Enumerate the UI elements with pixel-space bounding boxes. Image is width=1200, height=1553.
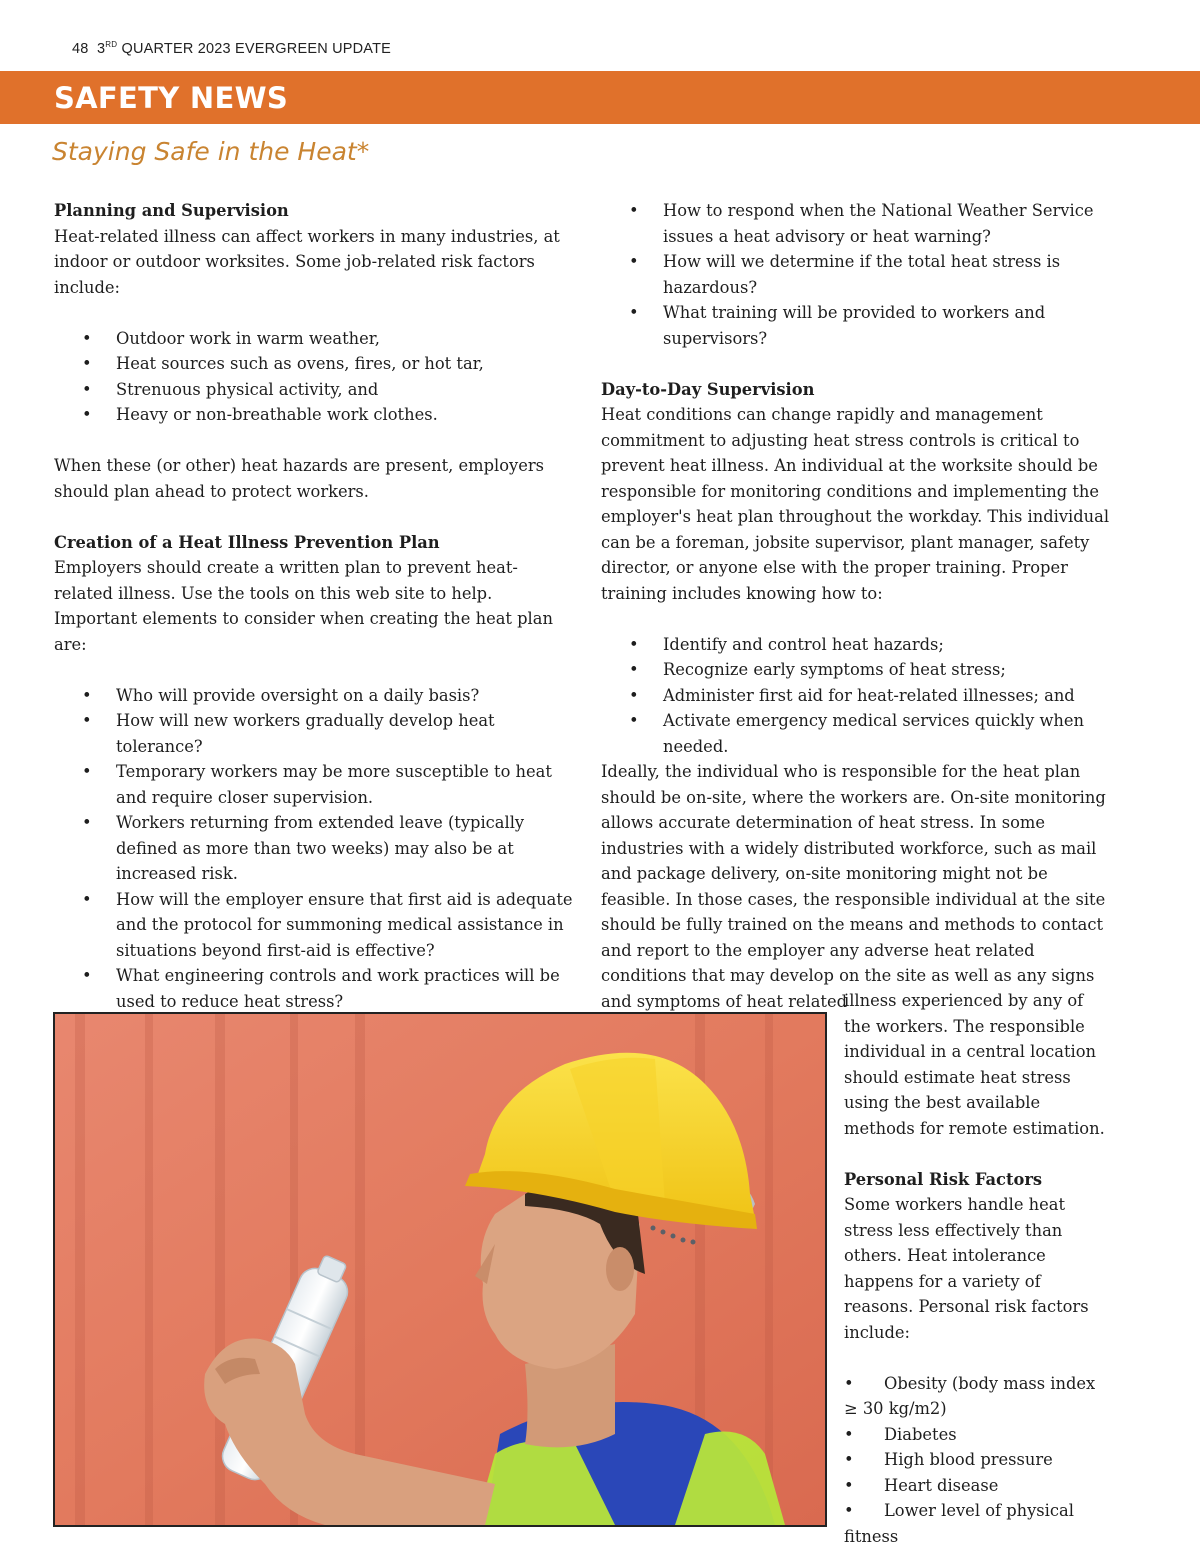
creation-heading: Creation of a Heat Illness Prevention Plan	[54, 532, 440, 552]
list-item: • What engineering controls and work practices will be used to reduce heat stress?	[54, 963, 574, 1014]
quarter-number: 3	[97, 41, 106, 57]
section-banner	[0, 71, 1200, 124]
list-item: • Workers returning from extended leave (typically defined as more than two weeks) may also be at increased risk.	[54, 810, 574, 887]
planning-closing: When these (or other) heat hazards are present, employers should plan ahead to protect workers.	[54, 456, 544, 501]
list-item: • How to respond when the National Weather Service issues a heat advisory or heat warning?	[601, 198, 1111, 249]
personal-risk-list	[844, 1371, 1114, 1550]
list-item: • Heat sources such as ovens, fires, or hot tar,	[54, 351, 574, 377]
list-item: • Activate emergency medical services quickly when needed.	[601, 708, 1111, 759]
right-narrow-column	[844, 988, 1114, 1549]
list-item: • High blood pressure	[844, 1447, 1114, 1473]
job-risk-list	[54, 326, 574, 428]
right-column	[601, 198, 1111, 1014]
training-list	[601, 632, 1111, 760]
list-item: • Heavy or non-breathable work clothes.	[54, 402, 574, 428]
list-item: • Diabetes	[844, 1422, 1114, 1448]
plan-elements-list	[54, 683, 574, 1040]
day-to-day-followup: Ideally, the individual who is responsible for the heat plan should be on-site, where the workers are. On-site monitoring allows accurate determination of heat stress. In some industries with a widely distributed workforce, such as mail and package delivery, on-site monitoring might not be feasible. In those cases, the responsible individual at the site should be fully trained on the means and methods to contact and report to the employer any adverse heat related conditions that may develop on the site as well as any signs and symptoms of heat related	[601, 762, 1106, 1011]
list-item: • Recognize early symptoms of heat stress;	[601, 657, 1111, 683]
list-item: • How will we determine if the total heat stress is hazardous?	[601, 249, 1111, 300]
personal-intro: Some workers handle heat stress less effectively than others. Heat intolerance happens for a variety of reasons. Personal risk factors include:	[844, 1195, 1089, 1342]
list-item: • Heart disease	[844, 1473, 1114, 1499]
planning-intro: Heat-related illness can affect workers in many industries, at indoor or outdoor worksites. Some job-related risk factors include:	[54, 226, 560, 297]
list-item: • Administer first aid for heat-related illnesses; and	[601, 683, 1111, 709]
list-item: • Who will provide oversight on a daily basis?	[54, 683, 574, 709]
quarter-suffix: RD	[105, 40, 118, 49]
page-header	[72, 40, 391, 57]
section-title: SAFETY NEWS	[54, 81, 289, 115]
page-number: 48	[72, 41, 89, 57]
list-item: • Identify and control heat hazards;	[601, 632, 1111, 658]
worker-drinking-water-photo	[53, 1012, 827, 1527]
photo-illustration	[55, 1014, 825, 1525]
day-to-day-followup-continued: illness experienced by any of the workers. The responsible individual in a central location should estimate heat stress using the best available methods for remote estimation.	[844, 991, 1105, 1138]
list-item: • How will new workers gradually develop heat tolerance?	[54, 708, 574, 759]
list-item: • Lower level of physical fitness	[844, 1498, 1114, 1549]
list-item: • What training will be provided to workers and supervisors?	[601, 300, 1111, 351]
left-column	[54, 198, 574, 1040]
planning-heading: Planning and Supervision	[54, 201, 289, 220]
list-item: • Strenuous physical activity, and	[54, 377, 574, 403]
plan-elements-list-continued	[601, 198, 1111, 351]
personal-heading: Personal Risk Factors	[844, 1169, 1043, 1189]
day-to-day-intro: Heat conditions can change rapidly and management commitment to adjusting heat stress controls is critical to prevent heat illness. An individual at the worksite should be responsible for monitoring conditions and implementing the employer's heat plan throughout the workday. This individual can be a foreman, jobsite supervisor, plant manager, safety director, or anyone else with the proper training. Proper training includes knowing how to:	[601, 405, 1110, 603]
day-to-day-heading: Day-to-Day Supervision	[601, 379, 815, 399]
list-item: • Obesity (body mass index ≥ 30 kg/m2)	[844, 1371, 1114, 1422]
list-item: • Temporary workers may be more susceptible to heat and require closer supervision.	[54, 759, 574, 810]
list-item: • Outdoor work in warm weather,	[54, 326, 574, 352]
creation-intro: Employers should create a written plan to prevent heat-related illness. Use the tools on this web site to help. Important elements to consider when creating the heat plan are:	[54, 558, 553, 654]
article-subtitle: Staying Safe in the Heat*	[52, 137, 370, 166]
list-item: • How will the employer ensure that first aid is adequate and the protocol for summoning medical assistance in situations beyond first-aid is effective?	[54, 887, 574, 964]
publication-title: QUARTER 2023 EVERGREEN UPDATE	[121, 41, 392, 57]
